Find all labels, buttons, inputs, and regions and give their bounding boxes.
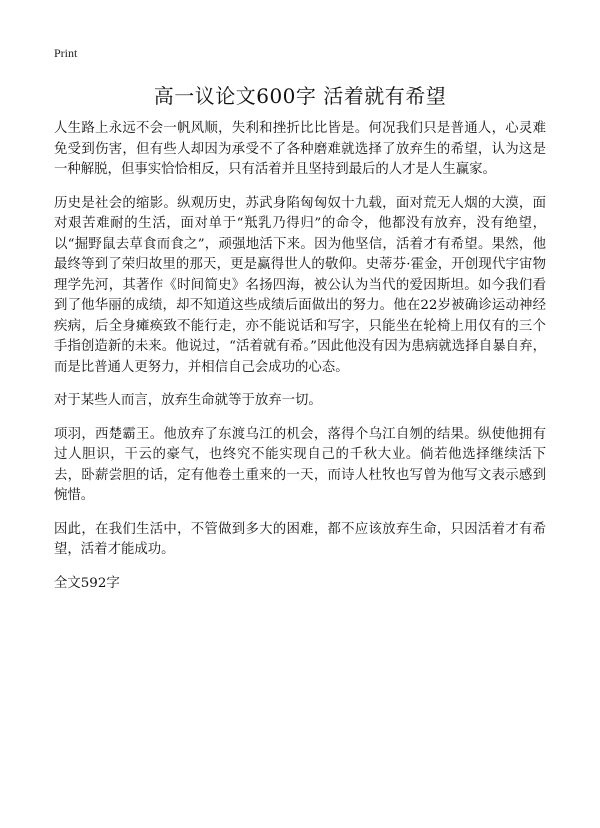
paragraph-4: 项羽，西楚霸王。他放弃了东渡乌江的机会，落得个乌江自刎的结果。纵使他拥有过人胆识，干云的豪气，也终究不能实现自己的千秋大业。倘若他选择继续活下去，卧薪尝胆的话，定有他卷土重来的一天，而诗人杜牧也写曾为他写文表示感到惋惜。 xyxy=(54,426,546,503)
paragraph-1: 人生路上永远不会一帆风顺，失利和挫折比比皆是。何况我们只是普通人，心灵难免受到伤害，但有些人却因为承受不了各种磨难就选择了放弃生的希望，认为这是一种解脱，但事实恰恰相反，只有活着并且坚持到最后的人才是人生赢家。 xyxy=(54,121,546,177)
paragraph-5: 因此，在我们生活中，不管做到多大的困难，都不应该放弃生命，只因活着才有希望，活着才能成功。 xyxy=(54,521,546,557)
article-body xyxy=(54,119,546,594)
paragraph-2: 历史是社会的缩影。纵观历史，苏武身陷匈匈奴十九载，面对荒无人烟的大漠，面对艰苦难耐的生活，面对单于“羝乳乃得归”的命令，他都没有放弃，没有绝望，以“掘野鼠去草食而食之”，顽强地活下来。因为他坚信，活着才有希望。果然，他最终等到了荣归故里的那天，更是赢得世人的敬仰。史蒂芬·霍金，开创现代宇宙物理学先河，其著作《时间简史》名扬四海，被公认为当代的爱因斯坦。如今我们看到了他华丽的成绩，却不知道这些成绩后面做出的努力。他在22岁被确诊运动神经疾病，后全身瘫痪致不能行走，亦不能说话和写字，只能坐在轮椅上用仅有的三个手指创造新的未来。他说过，“活着就有希。”因此他没有因为患病就选择自暴自弃，而是比普通人更努力，并相信自己会成功的心态。 xyxy=(54,195,546,375)
print-link[interactable]: Print xyxy=(54,46,78,60)
paragraph-3: 对于某些人而言，放弃生命就等于放弃一切。 xyxy=(54,393,322,408)
article-title: 高一议论文600字 活着就有希望 xyxy=(153,84,447,108)
word-count: 全文592字 xyxy=(54,575,120,591)
